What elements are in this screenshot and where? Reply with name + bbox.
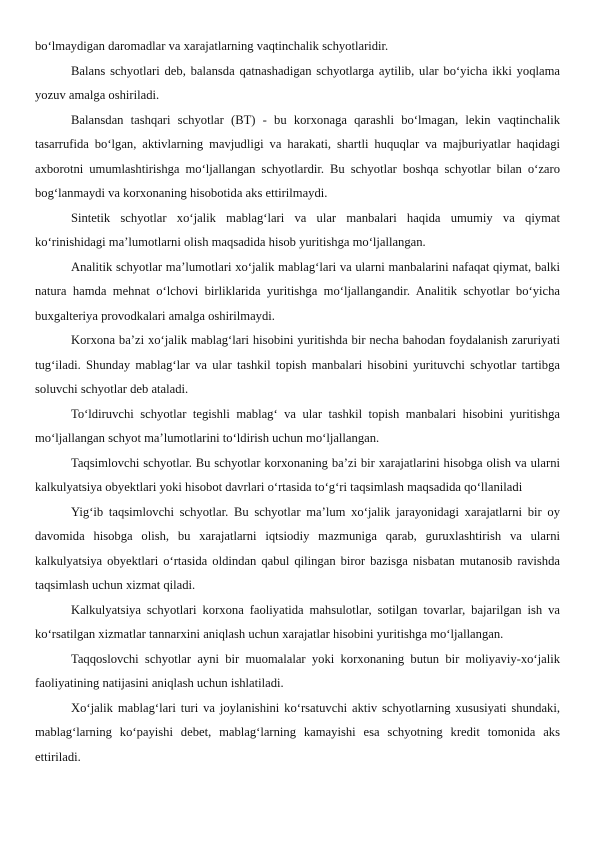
paragraph-supplementing-accounts: To‘ldiruvchi schyotlar tegishli mablag‘ va ular tashkil topish manbalari hisobini yuritishga mo‘ljallangan schyot ma’lumotlarini to‘ldirish uchun mo‘ljallangan.: [35, 406, 560, 445]
paragraph-off-balance-accounts: Balansdan tashqari schyotlar (BT) - bu korxonaga qarashli bo‘lmagan, lekin vaqtinchalik tasarrufida bo‘lgan, aktivlarning mavjudligi va harakati, shartli huquqlar va majburiyatlar haqidagi axborotni umumlashtirishga mo‘ljallangan schyotlardir. Bu schyotlar boshqa schyotlar bilan o‘zaro bog‘lanmaydi va korxonaning hisobotida aks ettirilmaydi.: [35, 112, 560, 200]
paragraph-collecting-distributing-accounts: Yig‘ib taqsimlovchi schyotlar. Bu schyotlar ma’lum xo‘jalik jarayonidagi xarajatlarni bir oy davomida hisobga olish, bu xarajatlarni iqtsiodiy mazmuniga qarab, guruxlashtirish va ularni kalkulyatsiya obyektlari o‘rtasida oldindan qabul qilingan biror bazisga nisbatan mutanosib ravishda taqsimlash uchun xizmat qiladi.: [35, 504, 560, 592]
document-page: [35, 34, 560, 769]
paragraph-balance-accounts: Balans schyotlari deb, balansda qatnashadigan schyotlarga aytilib, ular bo‘yicha ikki yoqlama yozuv amalga oshiriladi.: [35, 63, 560, 102]
paragraph-active-accounts: Xo‘jalik mablag‘lari turi va joylanishini ko‘rsatuvchi aktiv schyotlarning xususiyati shundaki, mablag‘larning ko‘payishi debet, mablag‘larning kamayishi esa schyotning kredit tomonida aks ettiriladi.: [35, 700, 560, 764]
paragraph-analytic-accounts: Analitik schyotlar ma’lumotlari xo‘jalik mablag‘lari va ularni manbalarini nafaqat qiymat, balki natura hamda mehnat o‘lchovi birliklarida yuritishga mo‘ljallangandir. Analitik schyotlar bo‘yicha buxgalteriya provodkalari amalga oshirilmaydi.: [35, 259, 560, 323]
paragraph-calculation-accounts: Kalkulyatsiya schyotlari korxona faoliyatida mahsulotlar, sotilgan tovarlar, bajarilgan ish va ko‘rsatilgan xizmatlar tannarxini aniqlash uchun xarajatlar hisobini yuritishga mo‘ljallangan.: [35, 602, 560, 641]
paragraph-distributing-accounts: Taqsimlovchi schyotlar. Bu schyotlar korxonaning ba’zi bir xarajatlarini hisobga olish va ularni kalkulyatsiya obyektlari yoki hisobot davrlari o‘rtasida to‘g‘ri taqsimlash maqsadida qo‘llaniladi: [35, 455, 560, 494]
paragraph-synthetic-accounts: Sintetik schyotlar xo‘jalik mablag‘lari va ular manbalari haqida umumiy va qiymat ko‘rinishidagi ma’lumotlarni olish maqsadida hisob yuritishga mo‘ljallangan.: [35, 210, 560, 249]
paragraph-regulating-accounts: Korxona ba’zi xo‘jalik mablag‘lari hisobini yuritishda bir necha bahodan foydalanish zaruriyati tug‘iladi. Shunday mablag‘lar va ular tashkil topish manbalari hisobini yurituvchi schyotlar tartibga soluvchi schyotlar deb ataladi.: [35, 333, 560, 396]
paragraph-comparing-accounts: Taqqoslovchi schyotlar ayni bir muomalalar yoki korxonaning butun bir moliyaviy-xo‘jalik faoliyatining natijasini aniqlash uchun ishlatiladi.: [35, 651, 560, 690]
paragraph-continuation: bo‘lmaydigan daromadlar va xarajatlarning vaqtinchalik schyotlaridir.: [35, 39, 389, 53]
